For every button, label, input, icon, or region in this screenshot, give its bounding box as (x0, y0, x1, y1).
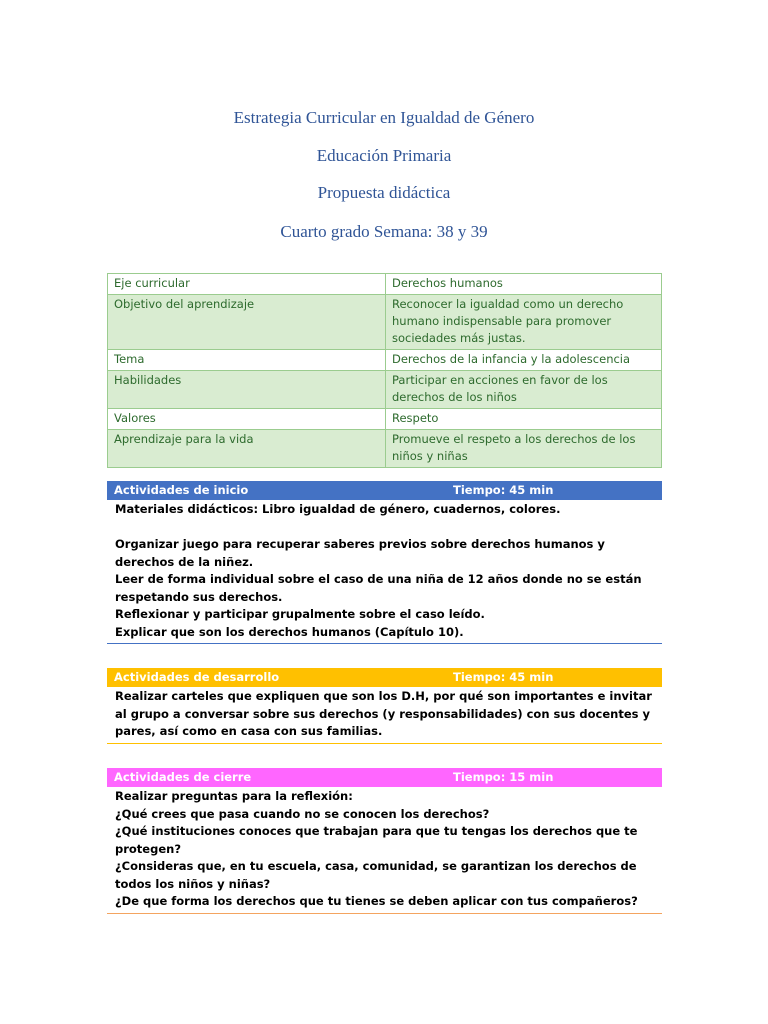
row-value: Reconocer la igualdad como un derecho humano indispensable para promover sociedades más justas. (386, 295, 662, 350)
table-row (108, 371, 662, 409)
section-title: Actividades de inicio (114, 483, 249, 497)
activities-desarrollo-section (107, 668, 662, 744)
row-value: Respeto (386, 409, 662, 430)
row-label: Habilidades (108, 371, 386, 409)
activity-line: Explicar que son los derechos humanos (Capítulo 10). (115, 624, 464, 639)
activity-line: ¿Qué crees que pasa cuando no se conocen los derechos? (115, 806, 490, 821)
section-body (107, 687, 662, 744)
table-row (108, 430, 662, 468)
activity-line: ¿Consideras que, en tu escuela, casa, comunidad, se garantizan los derechos de todos los niños y niñas? (115, 859, 637, 891)
row-value: Derechos humanos (386, 274, 662, 295)
education-level: Educación Primaria (316, 146, 452, 165)
row-value: Participar en acciones en favor de los derechos de los niños (386, 371, 662, 409)
document-title: Estrategia Curricular en Igualdad de Género (233, 108, 535, 127)
section-body (107, 787, 662, 914)
row-label: Tema (108, 350, 386, 371)
table-row (108, 350, 662, 371)
activity-line: Reflexionar y participar grupalmente sobre el caso leído. (115, 607, 485, 621)
row-label: Eje curricular (108, 274, 386, 295)
activity-line: ¿Qué instituciones conoces que trabajan para que tu tengas los derechos que te protegen? (115, 824, 638, 856)
row-label: Valores (108, 409, 386, 430)
section-time: Tiempo: 45 min (453, 670, 554, 684)
curriculum-table (107, 273, 662, 468)
table-row (108, 274, 662, 295)
materials-text: Materiales didácticos: Libro igualdad de género, cuadernos, colores. (115, 502, 561, 516)
proposal-heading: Propuesta didáctica (317, 183, 451, 202)
section-title: Actividades de desarrollo (114, 670, 280, 684)
row-label: Aprendizaje para la vida (108, 430, 386, 468)
section-time: Tiempo: 45 min (453, 483, 554, 497)
section-time: Tiempo: 15 min (453, 770, 554, 784)
activities-inicio-section (107, 481, 662, 644)
activity-line: ¿De que forma los derechos que tu tienes se deben aplicar con tus compañeros? (115, 894, 638, 908)
table-row (108, 295, 662, 350)
grade-week-heading: Cuarto grado Semana: 38 y 39 (280, 222, 488, 241)
activity-line: Leer de forma individual sobre el caso de una niña de 12 años donde no se están respetando sus derechos. (115, 572, 642, 604)
row-value: Derechos de la infancia y la adolescencia (386, 350, 662, 371)
section-title: Actividades de cierre (114, 770, 252, 784)
table-row (108, 409, 662, 430)
activities-cierre-section (107, 768, 662, 914)
row-value: Promueve el respeto a los derechos de los niños y niñas (386, 430, 662, 468)
activity-line: Realizar carteles que expliquen que son los D.H, por qué son importantes e invitar al grupo a conversar sobre sus derechos (y responsabilidades) con sus docentes y pares, así como en casa con sus familias. (115, 689, 652, 738)
activity-line: Realizar preguntas para la reflexión: (115, 789, 353, 803)
section-header (107, 668, 662, 687)
section-header (107, 481, 662, 500)
row-label: Objetivo del aprendizaje (108, 295, 386, 350)
activity-line: Organizar juego para recuperar saberes previos sobre derechos humanos y derechos de la niñez. (115, 537, 605, 569)
section-body (107, 500, 662, 644)
section-header (107, 768, 662, 787)
